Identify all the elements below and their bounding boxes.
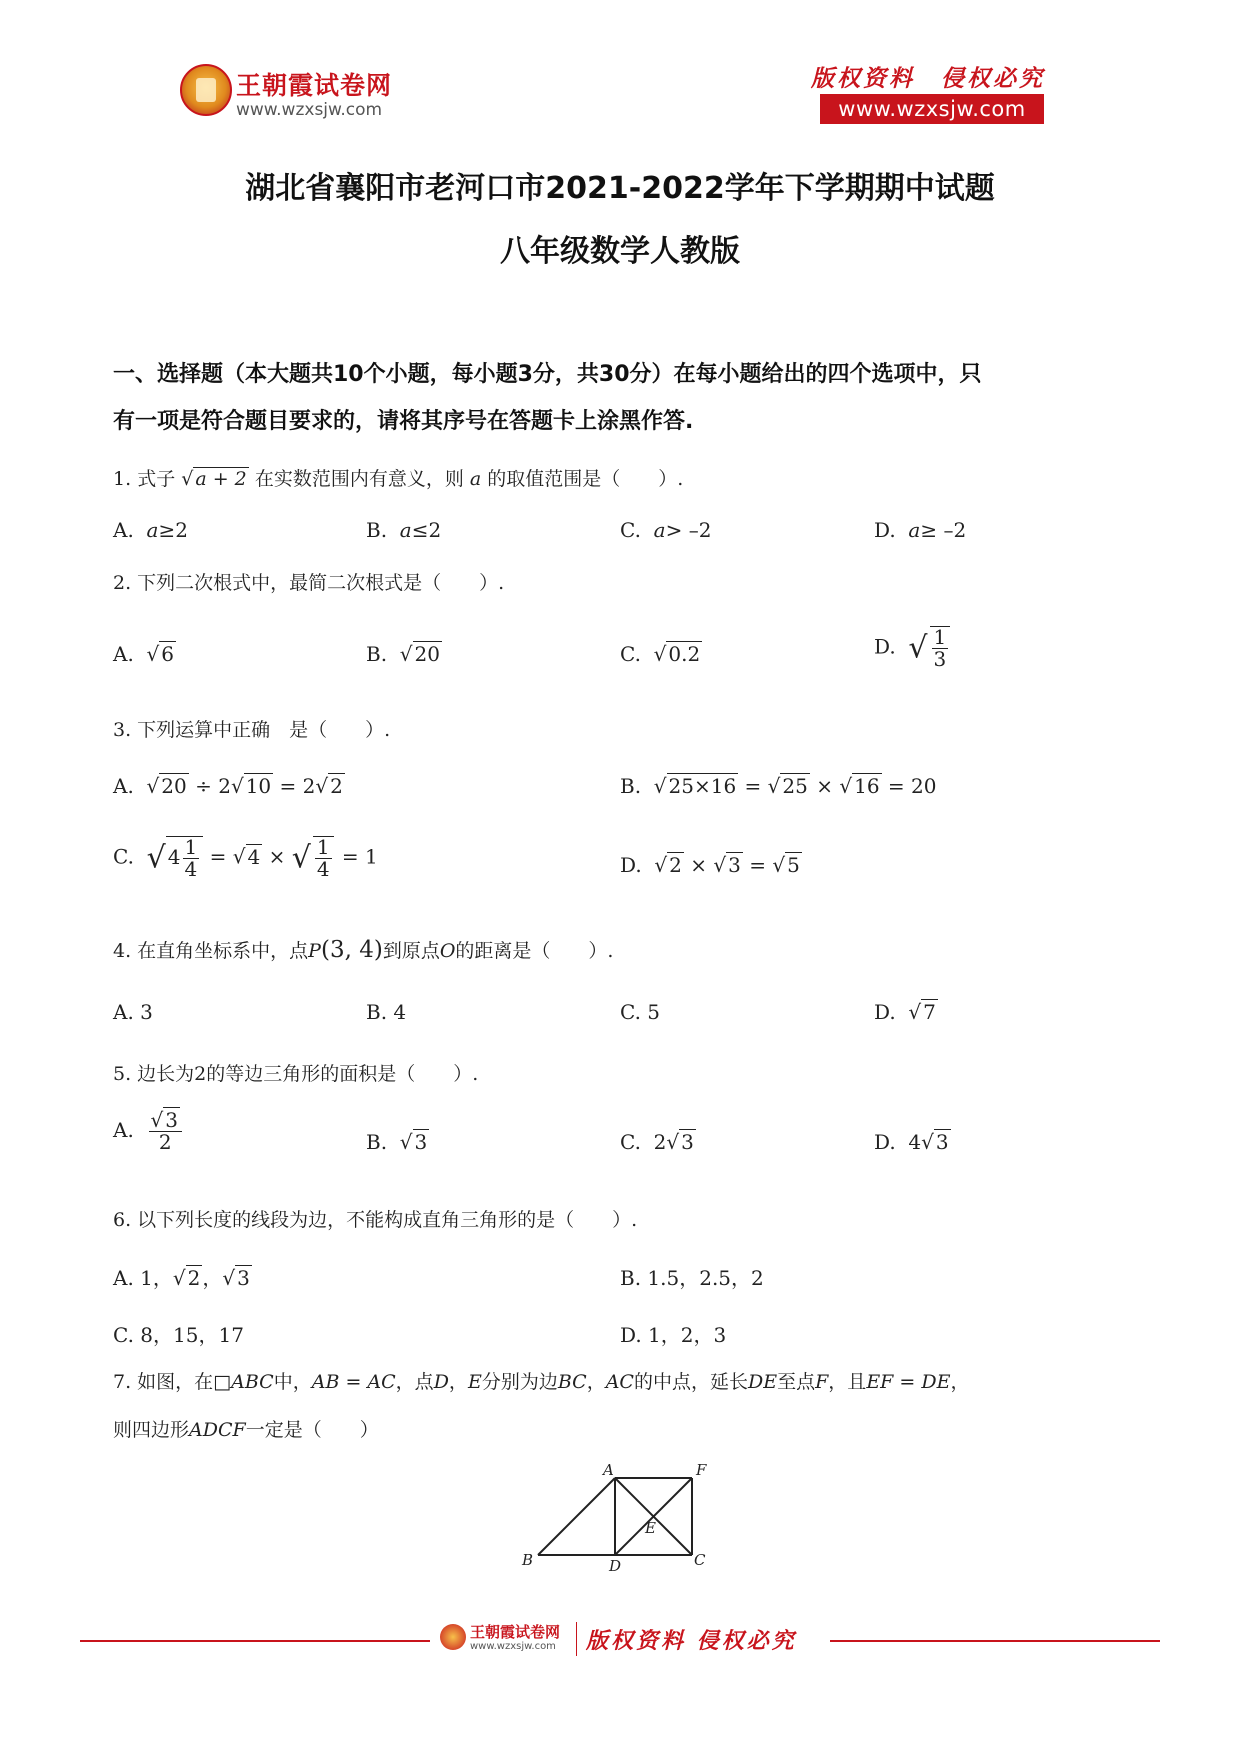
q3-option-c[interactable]: C. √ 4 $\frac{1}{4}$ = √ 4 × √ $\frac{1}{4}$ = 1	[113, 835, 378, 881]
q1-option-a[interactable]: A. a≥2	[113, 518, 188, 542]
q5-option-c[interactable]: C. 2√ 3	[620, 1130, 694, 1154]
label-e: E	[645, 1519, 656, 1537]
footer-separator	[576, 1622, 577, 1656]
q3-option-b[interactable]: B. √ 25×16 = √ 25 × √ 16 = 20	[620, 774, 937, 798]
footer-logo-icon	[440, 1624, 466, 1650]
q4-option-c[interactable]: C. 5	[620, 1000, 661, 1024]
question-number: 1.	[113, 468, 132, 490]
q1-option-c[interactable]: C. a> –2	[620, 518, 712, 542]
logo-url: www.wzxsjw.com	[236, 100, 383, 120]
question-5: 5. 边长为2的等边三角形的面积是（ ）.	[113, 1063, 479, 1085]
section-heading-line2: 有一项是符合题目要求的，请将其序号在答题卡上涂黑作答.	[113, 409, 694, 434]
q3-option-a[interactable]: A. √ 20 ÷ 2√ 10 = 2√ 2	[113, 774, 343, 798]
question-3: 3. 下列运算中正确 是（ ）.	[113, 719, 391, 741]
question-4: 4. 在直角坐标系中，点P(3, 4)到原点O的距离是（ ）.	[113, 937, 614, 963]
page-subtitle: 八年级数学人教版	[500, 234, 740, 269]
footer-copyright: 版权资料 侵权必究	[586, 1628, 797, 1654]
label-d: D	[609, 1557, 622, 1573]
q6-option-c[interactable]: C. 8，15，17	[113, 1323, 244, 1347]
label-c: C	[694, 1551, 706, 1569]
q2-option-b[interactable]: B. √ 20	[366, 642, 440, 666]
q3-option-d[interactable]: D. √ 2 × √ 3 = √ 5	[620, 853, 800, 877]
q6-option-a[interactable]: A. 1，√ 2 ，√ 3	[113, 1266, 250, 1290]
footer-divider-left	[80, 1640, 430, 1642]
copyright-url-bar: www.wzxsjw.com	[820, 94, 1044, 124]
question-1	[113, 464, 683, 491]
q6-option-d[interactable]: D. 1，2，3	[620, 1323, 727, 1347]
sqrt-expression: √ a + 2	[181, 468, 247, 490]
section-heading-line1: 一、选择题（本大题共10个小题，每小题3分，共30分）在每小题给出的四个选项中，只	[113, 362, 982, 387]
question-text: 的取值范围是（ ）.	[487, 468, 684, 490]
label-a: A	[603, 1461, 614, 1479]
question-7: 7. 如图，在□ABC中，AB = AC，点D，E分别为边BC，AC的中点，延长DE至点F，且EF = DE，	[113, 1371, 970, 1393]
question-7-line2: 则四边形ADCF一定是（ ）	[113, 1419, 379, 1441]
question-2: 2. 下列二次根式中，最简二次根式是（ ）.	[113, 572, 505, 594]
q4-option-b[interactable]: B. 4	[366, 1000, 407, 1024]
point-label: P	[308, 940, 321, 962]
q6-option-b[interactable]: B. 1.5，2.5，2	[620, 1266, 764, 1290]
q5-option-a[interactable]: A. $\frac{√ 3}{2}$	[113, 1110, 184, 1153]
q2-option-d[interactable]: D. √ $\frac{1}{3}$	[874, 626, 952, 670]
q2-option-a[interactable]: A. √ 6	[113, 642, 175, 666]
question-6: 6. 以下列长度的线段为边，不能构成直角三角形的是（ ）.	[113, 1209, 638, 1231]
q2-option-c[interactable]: C. √ 0.2	[620, 642, 701, 666]
q5-option-b[interactable]: B. √ 3	[366, 1130, 428, 1154]
footer-logo-name: 王朝霞试卷网	[470, 1623, 561, 1641]
question-text: 在实数范围内有意义，则	[254, 468, 464, 490]
variable: a	[469, 468, 482, 490]
copyright-notice: 版权资料 侵权必究	[811, 65, 1045, 92]
question-text: 式子	[137, 468, 176, 490]
q1-option-b[interactable]: B. a≤2	[366, 518, 442, 542]
page-title: 湖北省襄阳市老河口市2021-2022学年下学期期中试题	[245, 171, 995, 206]
label-f: F	[696, 1461, 707, 1479]
q4-option-a[interactable]: A. 3	[113, 1000, 153, 1024]
geometry-figure	[515, 1458, 725, 1573]
q5-option-d[interactable]: D. 4√ 3	[874, 1130, 949, 1154]
logo-name: 王朝霞试卷网	[236, 71, 393, 100]
footer-divider-right	[830, 1640, 1160, 1642]
q4-option-d[interactable]: D. √ 7	[874, 1000, 936, 1024]
footer-logo-url: www.wzxsjw.com	[470, 1641, 556, 1652]
label-b: B	[522, 1551, 534, 1569]
q1-option-d[interactable]: D. a≥ –2	[874, 518, 967, 542]
logo-emblem-icon	[180, 64, 232, 116]
site-logo	[180, 62, 420, 128]
segment-ab	[538, 1478, 615, 1555]
